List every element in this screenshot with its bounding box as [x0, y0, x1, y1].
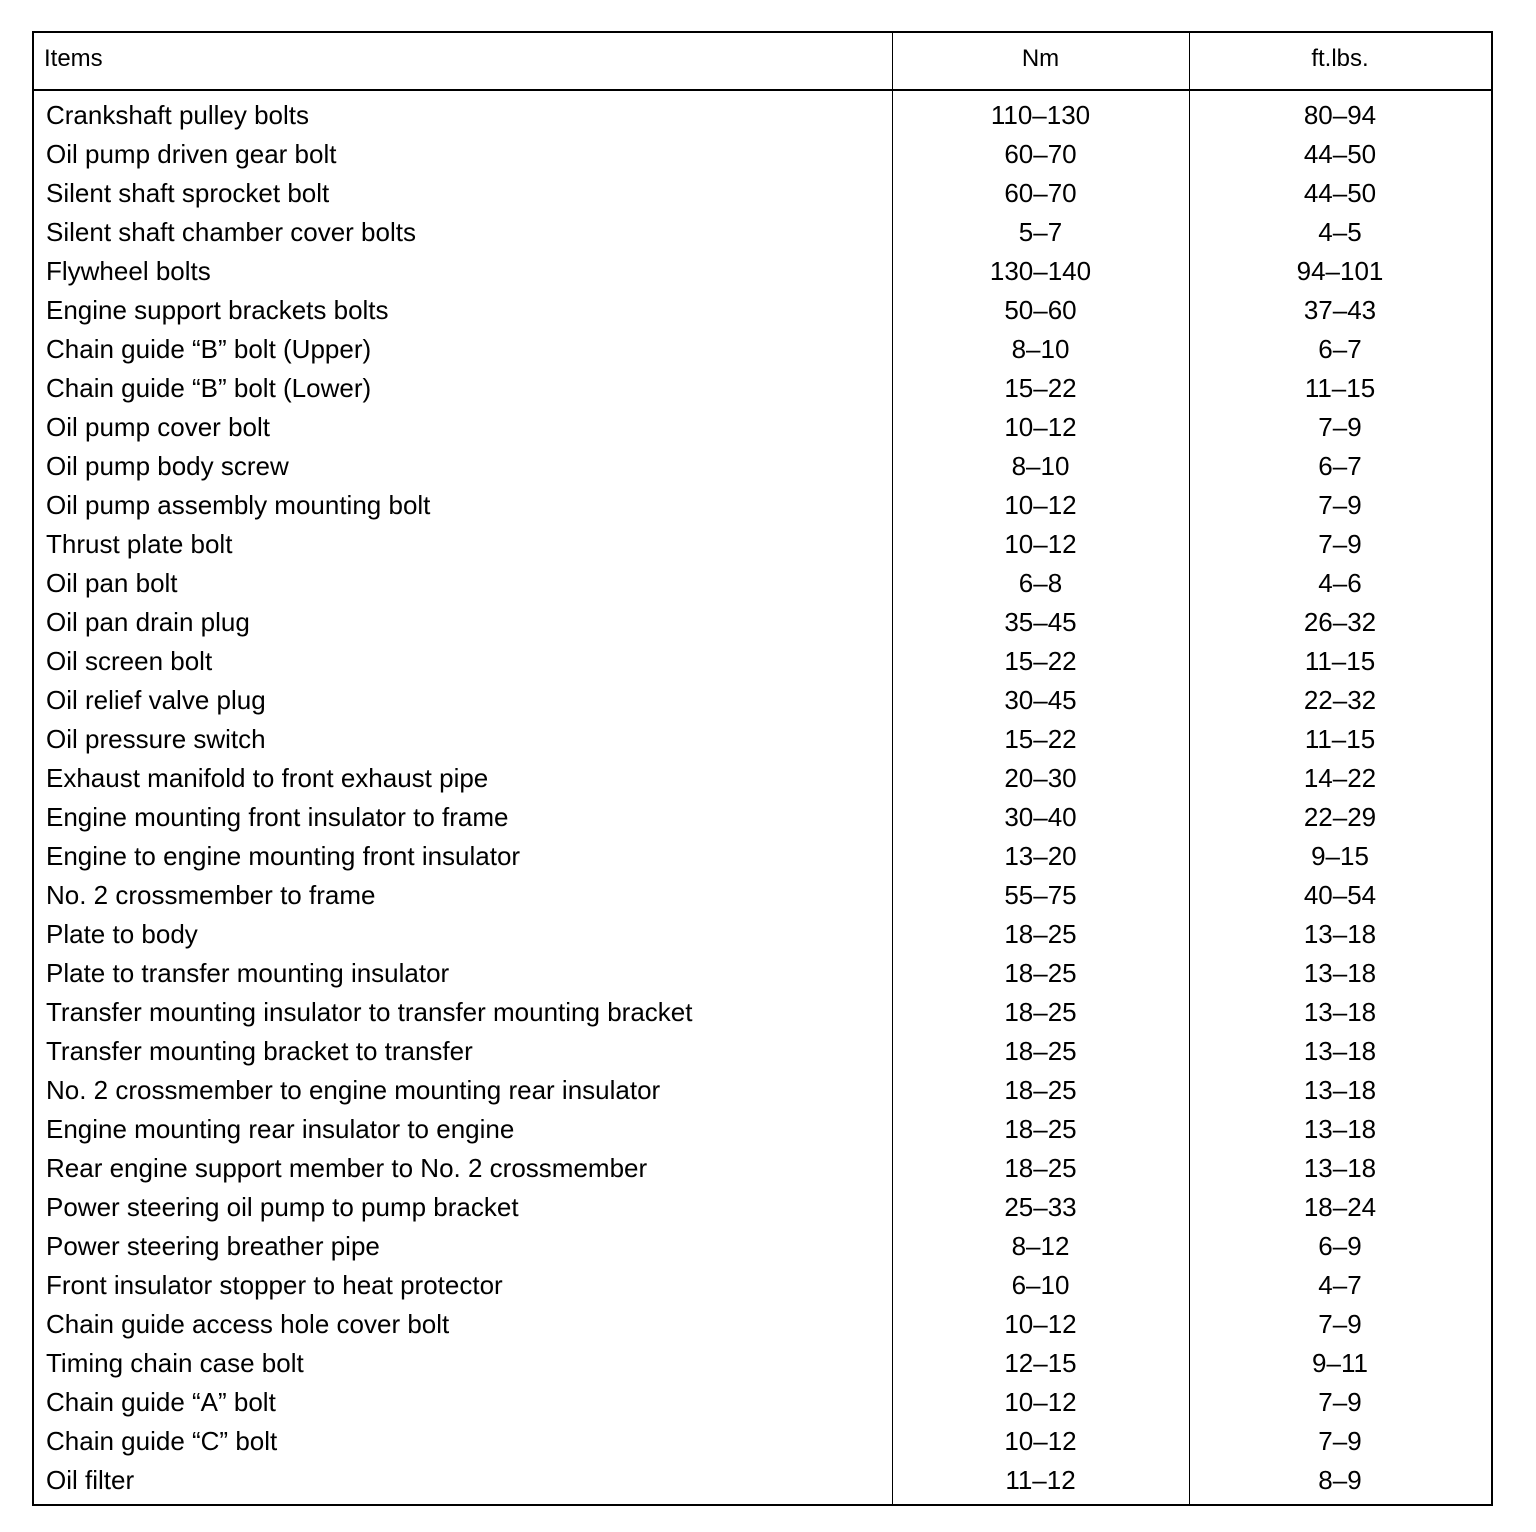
cell-ftlbs: 7–9	[1318, 412, 1362, 442]
cell-nm: 18–25	[1004, 958, 1077, 988]
cell-item: Front insulator stopper to heat protector	[46, 1270, 503, 1300]
cell-item: Chain guide “C” bolt	[46, 1426, 278, 1456]
cell-ftlbs: 14–22	[1303, 763, 1377, 793]
cell-item: No. 2 crossmember to engine mounting rear insulator	[46, 1075, 661, 1105]
cell-item: Oil pan drain plug	[46, 607, 250, 637]
cell-ftlbs: 94–101	[1296, 256, 1384, 286]
cell-ftlbs: 7–9	[1318, 1387, 1362, 1417]
table-row	[34, 408, 1491, 447]
cell-ftlbs: 11–15	[1304, 724, 1376, 754]
table-row	[34, 681, 1491, 720]
cell-item: Engine support brackets bolts	[46, 295, 389, 325]
table-row	[34, 915, 1491, 954]
cell-ftlbs: 44–50	[1303, 139, 1377, 169]
cell-ftlbs: 22–32	[1303, 685, 1377, 715]
cell-ftlbs: 8–9	[1318, 1465, 1362, 1495]
table-row	[34, 447, 1491, 486]
table-row	[34, 1032, 1491, 1071]
cell-item: Rear engine support member to No. 2 crossmember	[46, 1153, 648, 1183]
cell-ftlbs: 26–32	[1303, 607, 1377, 637]
cell-nm: 18–25	[1004, 1114, 1077, 1144]
cell-item: Silent shaft sprocket bolt	[46, 178, 330, 208]
cell-nm: 55–75	[1004, 880, 1077, 910]
cell-nm: 18–25	[1004, 1153, 1077, 1183]
cell-item: Crankshaft pulley bolts	[46, 100, 310, 130]
table-row	[34, 1266, 1491, 1305]
table-row	[34, 1227, 1491, 1266]
cell-nm: 110–130	[990, 100, 1091, 130]
cell-ftlbs: 7–9	[1318, 1309, 1362, 1339]
cell-nm: 130–140	[989, 256, 1092, 286]
cell-item: Oil pan bolt	[46, 568, 178, 598]
cell-ftlbs: 22–29	[1303, 802, 1377, 832]
header-nm: Nm	[1021, 45, 1060, 72]
cell-ftlbs: 7–9	[1318, 1426, 1362, 1456]
cell-item: Engine mounting rear insulator to engine	[46, 1114, 515, 1144]
table-row	[34, 369, 1491, 408]
cell-nm: 18–25	[1004, 997, 1077, 1027]
cell-item: Silent shaft chamber cover bolts	[46, 217, 416, 247]
cell-nm: 10–12	[1004, 1309, 1077, 1339]
cell-ftlbs: 44–50	[1303, 178, 1377, 208]
cell-ftlbs: 13–18	[1303, 958, 1377, 988]
table-row	[34, 174, 1491, 213]
table-row	[34, 603, 1491, 642]
cell-nm: 15–22	[1004, 373, 1077, 403]
table-row	[34, 213, 1491, 252]
cell-item: Oil pump body screw	[46, 451, 289, 481]
cell-item: Chain guide “B” bolt (Upper)	[46, 334, 372, 364]
table-row	[34, 1344, 1491, 1383]
cell-nm: 13–20	[1004, 841, 1077, 871]
table-row	[34, 1071, 1491, 1110]
table-row	[34, 135, 1491, 174]
cell-nm: 12–15	[1004, 1348, 1077, 1378]
cell-nm: 18–25	[1004, 1075, 1077, 1105]
cell-item: Exhaust manifold to front exhaust pipe	[46, 763, 489, 793]
cell-nm: 5–7	[1018, 217, 1063, 247]
cell-item: Chain guide “A” bolt	[46, 1387, 276, 1417]
cell-nm: 25–33	[1004, 1192, 1077, 1222]
cell-nm: 10–12	[1004, 412, 1077, 442]
cell-ftlbs: 80–94	[1303, 100, 1377, 130]
torque-spec-table	[32, 31, 1493, 1506]
cell-ftlbs: 6–9	[1318, 1231, 1362, 1261]
cell-nm: 6–8	[1018, 568, 1063, 598]
cell-item: Oil pump driven gear bolt	[46, 139, 337, 169]
table-row	[34, 525, 1491, 564]
table-row	[34, 720, 1491, 759]
cell-item: Transfer mounting insulator to transfer mounting bracket	[46, 997, 693, 1027]
table-body	[34, 96, 1491, 1500]
header-ftlbs: ft.lbs.	[1311, 45, 1369, 72]
cell-ftlbs: 11–15	[1304, 373, 1376, 403]
cell-nm: 15–22	[1004, 724, 1077, 754]
cell-nm: 18–25	[1004, 1036, 1077, 1066]
cell-nm: 60–70	[1004, 139, 1077, 169]
cell-nm: 50–60	[1004, 295, 1077, 325]
table-row	[34, 96, 1491, 135]
cell-nm: 11–12	[1005, 1465, 1076, 1495]
cell-ftlbs: 4–5	[1318, 217, 1362, 247]
cell-item: Oil filter	[46, 1465, 135, 1495]
cell-ftlbs: 13–18	[1303, 1036, 1377, 1066]
table-row	[34, 1110, 1491, 1149]
cell-ftlbs: 7–9	[1318, 490, 1362, 520]
cell-item: Engine mounting front insulator to frame	[46, 802, 509, 832]
table-header	[34, 33, 1491, 91]
cell-item: Power steering oil pump to pump bracket	[46, 1192, 519, 1222]
table-row	[34, 954, 1491, 993]
cell-item: Chain guide access hole cover bolt	[46, 1309, 450, 1339]
cell-ftlbs: 4–6	[1318, 568, 1362, 598]
table-row	[34, 642, 1491, 681]
cell-item: Transfer mounting bracket to transfer	[46, 1036, 473, 1066]
table-row	[34, 330, 1491, 369]
cell-ftlbs: 6–7	[1318, 334, 1362, 364]
cell-ftlbs: 13–18	[1303, 1153, 1377, 1183]
cell-nm: 10–12	[1004, 529, 1077, 559]
table-row	[34, 564, 1491, 603]
table-row	[34, 252, 1491, 291]
table-row	[34, 1383, 1491, 1422]
table-row	[34, 486, 1491, 525]
table-row	[34, 1305, 1491, 1344]
cell-ftlbs: 9–11	[1312, 1348, 1368, 1378]
cell-item: Plate to body	[46, 919, 198, 949]
cell-item: Oil relief valve plug	[46, 685, 266, 715]
cell-nm: 10–12	[1004, 1387, 1077, 1417]
cell-nm: 10–12	[1004, 490, 1077, 520]
header-items: Items	[44, 45, 103, 72]
table-row	[34, 837, 1491, 876]
table-row	[34, 993, 1491, 1032]
cell-ftlbs: 9–15	[1311, 841, 1369, 871]
cell-nm: 6–10	[1011, 1270, 1070, 1300]
table-row	[34, 1461, 1491, 1500]
cell-item: Oil pump assembly mounting bolt	[46, 490, 431, 520]
cell-item: No. 2 crossmember to frame	[46, 880, 376, 910]
cell-nm: 20–30	[1004, 763, 1077, 793]
cell-item: Engine to engine mounting front insulator	[46, 841, 521, 871]
cell-ftlbs: 4–7	[1318, 1270, 1362, 1300]
cell-ftlbs: 18–24	[1303, 1192, 1377, 1222]
cell-item: Oil screen bolt	[46, 646, 213, 676]
cell-item: Plate to transfer mounting insulator	[46, 958, 450, 988]
cell-nm: 8–10	[1011, 451, 1070, 481]
cell-nm: 10–12	[1004, 1426, 1077, 1456]
cell-nm: 8–12	[1011, 1231, 1070, 1261]
cell-ftlbs: 13–18	[1303, 997, 1377, 1027]
cell-ftlbs: 11–15	[1304, 646, 1376, 676]
cell-ftlbs: 6–7	[1318, 451, 1362, 481]
cell-nm: 30–40	[1004, 802, 1077, 832]
cell-ftlbs: 40–54	[1303, 880, 1377, 910]
table-row	[34, 291, 1491, 330]
cell-item: Oil pump cover bolt	[46, 412, 270, 442]
cell-nm: 30–45	[1004, 685, 1077, 715]
cell-ftlbs: 13–18	[1303, 1114, 1377, 1144]
cell-item: Chain guide “B” bolt (Lower)	[46, 373, 372, 403]
cell-item: Flywheel bolts	[46, 256, 211, 286]
table-row	[34, 798, 1491, 837]
cell-item: Power steering breather pipe	[46, 1231, 380, 1261]
table-row	[34, 1188, 1491, 1227]
cell-item: Thrust plate bolt	[46, 529, 233, 559]
table-row	[34, 1149, 1491, 1188]
table-row	[34, 759, 1491, 798]
cell-nm: 35–45	[1004, 607, 1077, 637]
cell-ftlbs: 7–9	[1318, 529, 1362, 559]
cell-nm: 60–70	[1004, 178, 1077, 208]
table-row	[34, 1422, 1491, 1461]
cell-item: Timing chain case bolt	[46, 1348, 304, 1378]
cell-item: Oil pressure switch	[46, 724, 266, 754]
cell-ftlbs: 13–18	[1303, 1075, 1377, 1105]
cell-ftlbs: 37–43	[1303, 295, 1377, 325]
cell-nm: 8–10	[1011, 334, 1070, 364]
table-row	[34, 876, 1491, 915]
cell-nm: 15–22	[1004, 646, 1077, 676]
cell-nm: 18–25	[1004, 919, 1077, 949]
cell-ftlbs: 13–18	[1303, 919, 1377, 949]
